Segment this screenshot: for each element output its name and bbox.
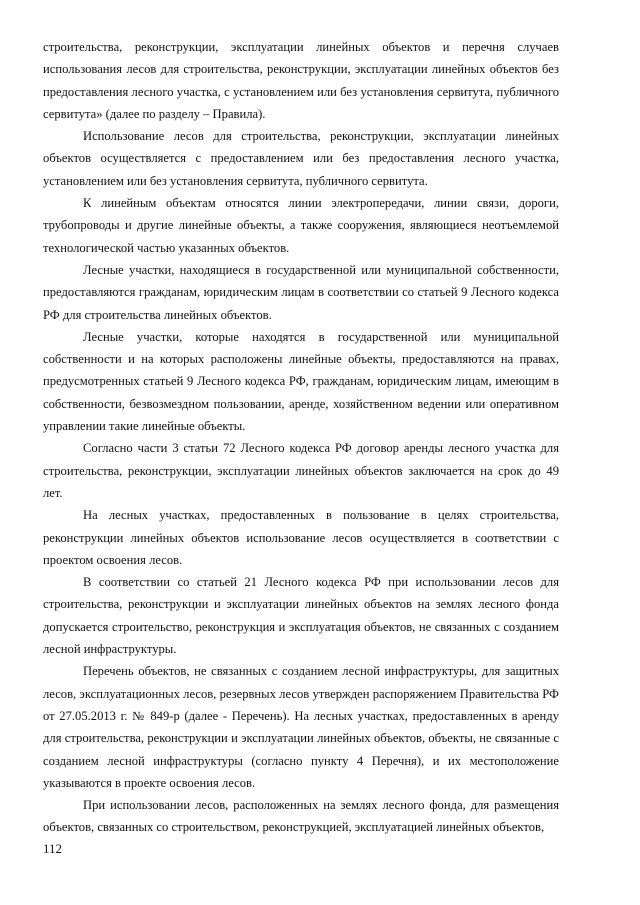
paragraph-development-project: На лесных участках, предоставленных в пользование в целях строительства, реконструкции линейных объектов использование лесов осуществляется в соответствии с проектом освоения лесов.	[43, 508, 559, 567]
paragraph-lease-term: Согласно части 3 статьи 72 Лесного кодекса РФ договор аренды лесного участка для строительства, реконструкции, эксплуатации линейных объектов заключается на срок до 49 лет.	[43, 441, 559, 500]
paragraph-article-21: В соответствии со статьей 21 Лесного кодекса РФ при использовании лесов для строительства, реконструкции и эксплуатации линейных объектов на землях лесного фонда допускается строительство, реконструкция и эксплуатация объектов, не связанных с созданием лесной инфраструктуры.	[43, 575, 559, 657]
paragraph-forest-use: Использование лесов для строительства, реконструкции, эксплуатации линейных объектов осуществляется с предоставлением или без предоставления лесного участка, установлением или без установления сервитута, публичного сервитута.	[43, 129, 559, 188]
paragraph-land-plots-rights: Лесные участки, которые находятся в государственной или муниципальной собственности и на которых расположены линейные объекты, предоставляются на правах, предусмотренных статьей 9 Лесного кодекса РФ, гражданам, юридическим лицам, имеющим в собственности, безвозмездном пользовании, аренде, хозяйственном ведении или оперативном управлении такие линейные объекты.	[43, 329, 559, 434]
paragraph-objects-list: Перечень объектов, не связанных с созданием лесной инфраструктуры, для защитных лесов, эксплуатационных лесов, резервных лесов утвержден распоряжением Правительства РФ от 27.05.2013 г. № 849-р (далее - Перечень). На лесных участках, предоставленных в аренду для строительства, реконструкции и эксплуатации линейных объектов, объекты, не связанные с созданием лесной инфраструктуры (согласно пункту 4 Перечня), и их местоположение указываются в проекте освоения лесов.	[43, 664, 559, 790]
body-text	[43, 36, 559, 839]
paragraph-land-plots-provision: Лесные участки, находящиеся в государственной или муниципальной собственности, предоставляются гражданам, юридическим лицам в соответствии со статьей 9 Лесного кодекса РФ для строительства линейных объектов.	[43, 262, 559, 322]
paragraph-placement: При использовании лесов, расположенных на землях лесного фонда, для размещения объектов, связанных со строительством, реконструкцией, эксплуатацией линейных объектов,	[43, 798, 559, 835]
paragraph-linear-objects: К линейным объектам относятся линии электропередачи, линии связи, дороги, трубопроводы и другие линейные объекты, а также сооружения, являющиеся неотъемлемой технологической частью указанных объектов.	[43, 196, 559, 255]
paragraph-continuation: строительства, реконструкции, эксплуатации линейных объектов и перечня случаев использования лесов для строительства, реконструкции, эксплуатации линейных объектов без предоставления лесного участка, с установлением или без установления сервитута, публичного сервитута» (далее по разделу – Правила).	[43, 40, 559, 121]
page-number: 112	[43, 841, 63, 856]
